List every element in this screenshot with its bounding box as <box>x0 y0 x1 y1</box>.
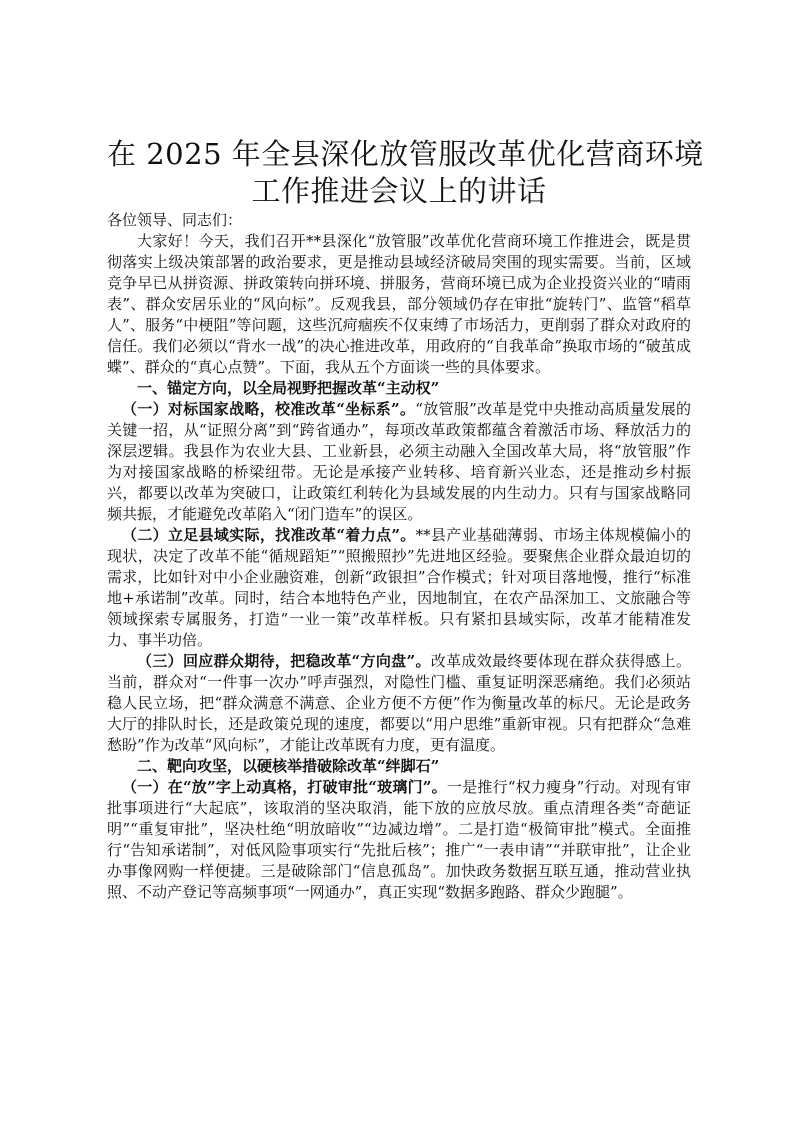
section-2-paragraph-1-lead: （一）在“放”字上动真格，打破审批“玻璃门”。 <box>122 778 447 796</box>
section-1-paragraph-3-text: 改革成效最终要体现在群众获得感上。当前，群众对“一件事一次办”呼声强烈，对隐性门槛、重复证明深恶痛绝。我们必须站稳人民立场，把“群众满意不满意、企业方便不方便”作为衡量改革的标尺。无论是政务大厅的排队时长，还是政策兑现的速度，都要以“用户思维”重新审视。只有把群众“急难愁盼”作为改革“风向标”，才能让改革既有力度，更有温度。 <box>107 652 691 754</box>
section-1-paragraph-3-lead: （三）回应群众期待，把稳改革“方向盘”。 <box>137 652 431 670</box>
section-1-paragraph-2-text: **县产业基础薄弱、市场主体规模偏小的现状，决定了改革不能“循规蹈矩”“照搬照抄”先进地区经验。要聚焦企业群众最迫切的需求，比如针对中小企业融资难，创新“政银担”合作模式；针对项目落地慢，推行“标准地+承诺制”改革。同时，结合本地特色产业，因地制宜，在农产品深加工、文旅融合等领域探索专属服务，打造“一业一策”改革样板。只有紧扣县域实际，改革才能精准发力、事半功倍。 <box>107 526 691 649</box>
section-1-paragraph-2 <box>107 525 691 651</box>
title-line-1: 在 2025 年全县深化放管服改革优化营商环境 <box>107 137 704 171</box>
section-1-paragraph-1-text: “放管服”改革是党中央推动高质量发展的关键一招，从“证照分离”到“跨省通办”，每项改革政策都蕴含着激活市场、释放活力的深层逻辑。我县作为农业大县、工业新县，必须主动融入全国改革大局，将“放管服”作为对接国家战略的桥梁纽带。无论是承接产业转移、培育新兴业态，还是推动乡村振兴，都要以改革为突破口，让政策红利转化为县域发展的内生动力。只有与国家战略同频共振，才能避免改革陷入“闭门造车”的误区。 <box>107 400 692 523</box>
document-title <box>107 136 704 210</box>
section-2-heading: 二、靶向攻坚，以硬核举措破除改革“绊脚石” <box>137 757 440 775</box>
document-page <box>107 136 704 903</box>
section-1-paragraph-2-lead: （二）立足县域实际，找准改革“着力点”。 <box>122 526 416 544</box>
section-2-paragraph-1 <box>107 777 691 903</box>
section-1-paragraph-1 <box>107 399 691 525</box>
section-2-paragraph-1-text: 一是推行“权力瘦身”行动。对现有审批事项进行“大起底”，该取消的坚决取消，能下放的应放尽放。重点清理各类“奇葩证明”“重复审批”，坚决杜绝“明放暗收”“边减边增”。二是打造“极简审批”模式。全面推行“告知承诺制”，对低风险事项实行“先批后核”；推广“一表申请”“并联审批”，让企业办事像网购一样便捷。三是破除部门“信息孤岛”。加快政务数据互联互通，推动营业执照、不动产登记等高频事项“一网通办”，真正实现“数据多跑路、群众少跑腿”。 <box>107 778 691 901</box>
section-1-heading: 一、锚定方向，以全局视野把握改革“主动权” <box>137 379 440 397</box>
section-1-paragraph-3 <box>107 651 691 756</box>
intro-paragraph: 大家好！今天，我们召开**县深化“放管服”改革优化营商环境工作推进会，既是贯彻落实上级决策部署的政治要求，更是推动县域经济破局突围的现实需要。当前，区域竞争早已从拼资源、拼政策转向拼环境、拼服务，营商环境已成为企业投资兴业的“晴雨表”、群众安居乐业的“风向标”。反观我县，部分领域仍存在审批“旋转门”、监管“稻草人”、服务“中梗阻”等问题，这些沉疴痼疾不仅束缚了市场活力，更削弱了群众对政府的信任。我们必须以“背水一战”的决心推进改革，用政府的“自我革命”换取市场的“破茧成蝶”、群众的“真心点赞”。下面，我从五个方面谈一些的具体要求。 <box>107 232 691 376</box>
title-line-2: 工作推进会议上的讲话 <box>251 174 547 208</box>
salutation: 各位领导、同志们： <box>107 211 243 229</box>
section-1-paragraph-1-lead: （一）对标国家战略，校准改革“坐标系”。 <box>122 400 416 418</box>
